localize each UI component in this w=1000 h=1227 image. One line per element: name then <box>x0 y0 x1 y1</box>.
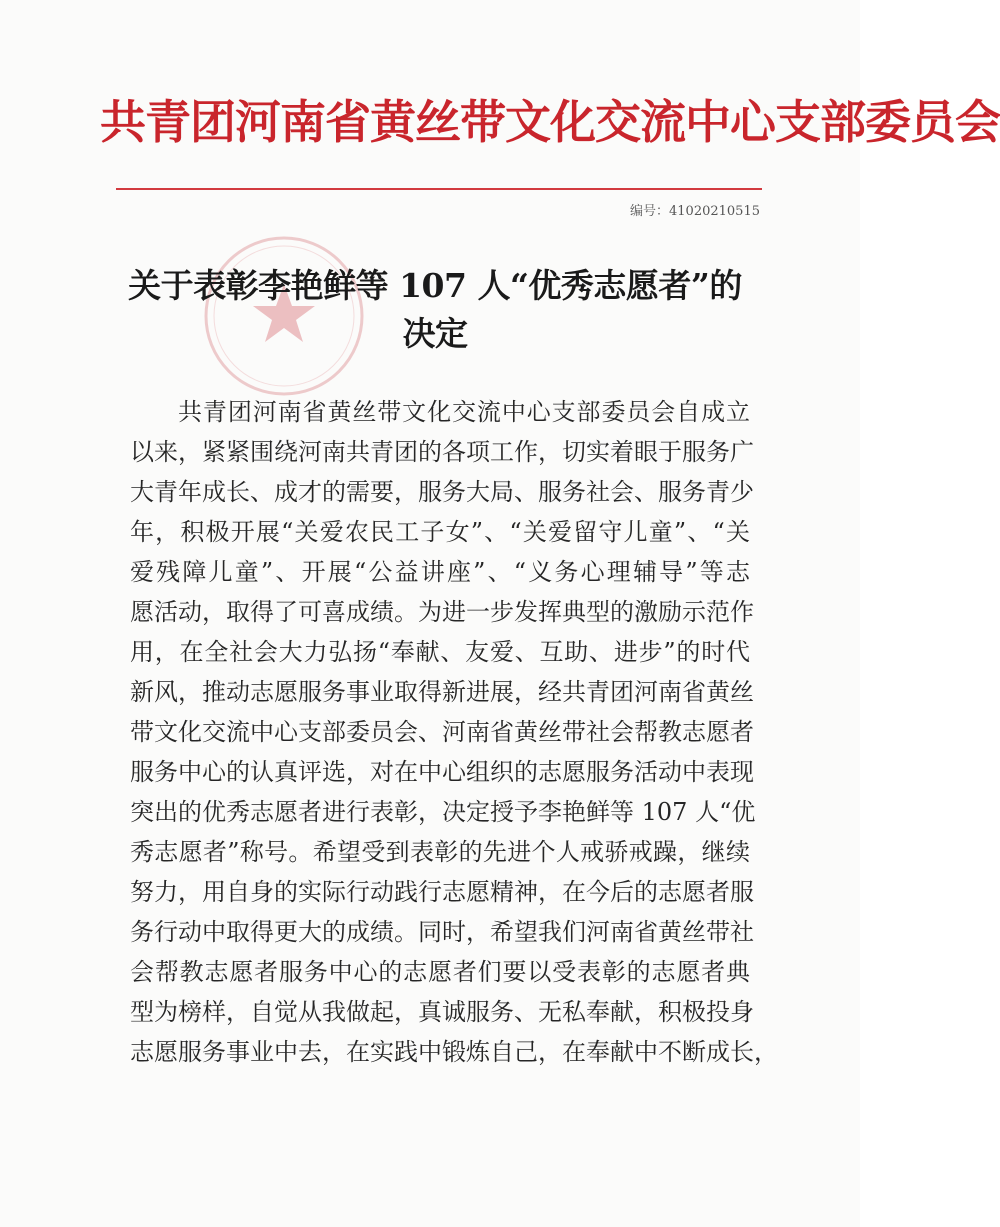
body-line: 用，在全社会大力弘扬“奉献、友爱、互助、进步”的时代 <box>130 638 750 666</box>
body-line: 务行动中取得更大的成绩。同时，希望我们河南省黄丝带社 <box>130 918 754 946</box>
body-line: 共青团河南省黄丝带文化交流中心支部委员会自成立 <box>178 398 750 426</box>
body-line: 以来，紧紧围绕河南共青团的各项工作，切实着眼于服务广 <box>130 438 754 466</box>
body-line: 服务中心的认真评选，对在中心组织的志愿服务活动中表现 <box>130 758 754 786</box>
body-line: 爱残障儿童”、开展“公益讲座”、“义务心理辅导”等志 <box>130 558 750 586</box>
body-line: 新风，推动志愿服务事业取得新进展，经共青团河南省黄丝 <box>130 678 754 706</box>
document-title <box>110 262 760 358</box>
body-line: 大青年成长、成才的需要，服务大局、服务社会、服务青少 <box>130 478 754 506</box>
document-number: 编号：41020210515 <box>630 204 760 219</box>
body-line: 年，积极开展“关爱农民工子女”、“关爱留守儿童”、“关 <box>130 518 750 546</box>
body-line: 带文化交流中心支部委员会、河南省黄丝带社会帮教志愿者 <box>130 718 754 746</box>
body-line: 努力，用自身的实际行动践行志愿精神，在今后的志愿者服 <box>130 878 754 906</box>
title-line: 关于表彰李艳鲜等 107 人“优秀志愿者”的 <box>128 266 742 305</box>
body-line: 志愿服务事业中去，在实践中锻炼自己，在奉献中不断成长， <box>130 1038 778 1066</box>
header-divider <box>116 188 762 190</box>
body-line: 会帮教志愿者服务中心的志愿者们要以受表彰的志愿者典 <box>130 958 750 986</box>
body-line: 愿活动，取得了可喜成绩。为进一步发挥典型的激励示范作 <box>130 598 754 626</box>
body-line: 突出的优秀志愿者进行表彰，决定授予李艳鲜等 107 人“优 <box>130 798 756 826</box>
body-paragraph <box>130 392 778 1072</box>
body-line: 秀志愿者”称号。希望受到表彰的先进个人戒骄戒躁，继续 <box>130 838 750 866</box>
organization-header: 共青团河南省黄丝带文化交流中心支部委员会 <box>100 95 1000 149</box>
title-line: 决定 <box>402 314 468 353</box>
body-line: 型为榜样，自觉从我做起，真诚服务、无私奉献，积极投身 <box>130 998 754 1026</box>
